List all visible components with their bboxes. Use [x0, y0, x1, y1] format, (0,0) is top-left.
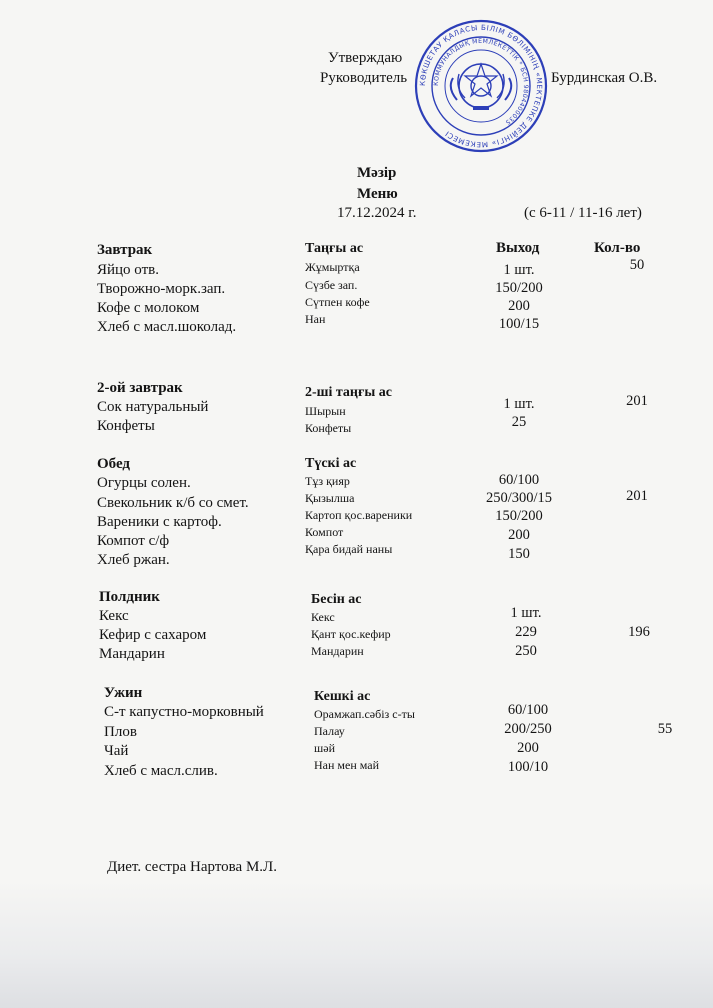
svg-text:КОММУНАЛДЫҚ МЕМЛЕКЕТТІК * БСН: КОММУНАЛДЫҚ МЕМЛЕКЕТТІК * БСН 9804400035: [432, 37, 530, 126]
meal-item-ru: Свекольник к/б со смет.: [97, 495, 249, 511]
meal-qty: 196: [628, 624, 650, 640]
meal-item-ru: Яйцо отв.: [97, 262, 159, 278]
meal-qty: 201: [626, 393, 648, 409]
meal-item-kz: Қызылша: [305, 491, 355, 505]
meal-output: 25: [511, 414, 527, 430]
head-name: Бурдинская О.В.: [551, 70, 658, 86]
meal-output: 1 шт.: [503, 262, 535, 278]
meal-title-kz: Түскі ас: [305, 456, 357, 471]
meal-output: 150/200: [495, 280, 543, 296]
meal-item-kz: Шырын: [305, 404, 346, 418]
meal-item-kz: Қант қос.кефир: [311, 627, 391, 641]
official-seal-icon: [413, 18, 549, 154]
meal-output: 200: [517, 740, 539, 756]
meal-item-ru: Компот с/ф: [97, 533, 170, 549]
meal-item-ru: Чай: [104, 743, 129, 759]
meal-item-kz: Сүтпен кофе: [305, 295, 370, 309]
scan-shading: [0, 880, 713, 1008]
meal-item-ru: Хлеб с масл.слив.: [104, 763, 218, 779]
meal-output: 1 шт.: [503, 396, 535, 412]
meal-title-kz: Кешкі ас: [314, 689, 371, 704]
meal-output: 200: [508, 298, 530, 314]
meal-item-kz: Жұмыртқа: [305, 260, 360, 274]
meal-item-ru: Плов: [104, 724, 137, 740]
meal-item-kz: Мандарин: [311, 644, 364, 658]
meal-output: 250: [515, 643, 537, 659]
meal-qty: 201: [626, 488, 648, 504]
meal-output: 150/200: [495, 508, 543, 524]
menu-title-ru: Меню: [357, 186, 398, 202]
meal-output: 150: [508, 546, 530, 562]
meal-item-ru: Хлеб с масл.шоколад.: [97, 319, 237, 335]
meal-output: 200: [508, 527, 530, 543]
meal-item-ru: Мандарин: [99, 646, 165, 662]
meal-item-kz: Палау: [314, 724, 345, 738]
qty-column-header: Кол-во: [594, 240, 641, 256]
meal-item-ru: Хлеб ржан.: [97, 552, 170, 568]
meal-title-ru: Обед: [97, 456, 131, 472]
meal-item-kz: Нан мен май: [314, 758, 380, 772]
meal-title-ru: Завтрак: [97, 242, 153, 258]
meal-output: 60/100: [498, 472, 540, 488]
meal-output: 250/300/15: [485, 490, 553, 506]
meal-item-ru: Конфеты: [97, 418, 155, 434]
output-column-header: Выход: [496, 240, 540, 256]
meal-item-kz: Компот: [305, 525, 344, 539]
meal-output: 100/15: [498, 316, 540, 332]
meal-output: 60/100: [507, 702, 549, 718]
meal-item-ru: Кекс: [99, 608, 129, 624]
head-label: Руководитель: [320, 70, 408, 86]
meal-item-ru: Кефир с сахаром: [99, 627, 207, 643]
meal-item-ru: Кофе с молоком: [97, 300, 200, 316]
meal-item-kz: Орамжап.сәбіз с-ты: [314, 707, 415, 721]
meal-title-ru: Ужин: [104, 685, 143, 701]
meal-item-ru: Огурцы солен.: [97, 475, 191, 491]
meal-item-kz: шәй: [314, 741, 335, 755]
meal-qty: 50: [629, 257, 645, 273]
meal-qty: 55: [657, 721, 673, 737]
meal-item-ru: С-т капустно-морковный: [104, 704, 264, 720]
meal-item-ru: Сок натуральный: [97, 399, 209, 415]
meal-item-ru: Творожно-морк.зап.: [97, 281, 226, 297]
meal-output: 100/10: [507, 759, 549, 775]
meal-output: 229: [515, 624, 537, 640]
meal-output: 1 шт.: [510, 605, 542, 621]
meal-item-kz: Конфеты: [305, 421, 352, 435]
menu-date: 17.12.2024 г.: [337, 205, 417, 221]
dietitian-signature: Диет. сестра Нартова М.Л.: [107, 859, 277, 875]
meal-item-kz: Тұз қияр: [305, 474, 350, 488]
meal-title-kz: Бесін ас: [311, 592, 362, 607]
age-group: (с 6-11 / 11-16 лет): [524, 205, 642, 221]
meal-title-kz: Таңғы ас: [305, 241, 364, 256]
meal-item-kz: Картоп қос.вареники: [305, 508, 413, 522]
meal-title-ru: 2-ой завтрак: [97, 380, 183, 396]
meal-title-kz: 2-ші таңғы ас: [305, 385, 392, 400]
meal-item-ru: Вареники с картоф.: [97, 514, 222, 530]
meal-item-kz: Нан: [305, 312, 326, 326]
meal-item-kz: Кекс: [311, 610, 335, 624]
meal-item-kz: Сүзбе зап.: [305, 278, 358, 292]
approve-label: Утверждаю: [328, 50, 403, 66]
meal-title-ru: Полдник: [99, 589, 160, 605]
menu-title-kz: Мәзір: [357, 165, 397, 181]
svg-text:КӨКШЕТАУ ҚАЛАСЫ БІЛІМ БӨЛІМІНІ: КӨКШЕТАУ ҚАЛАСЫ БІЛІМ БӨЛІМІНІҢ «МЕКТЕПКЕ ДЕЙІНГІ» МЕКЕМЕСІ: [417, 22, 545, 150]
meal-output: 200/250: [504, 721, 552, 737]
meal-item-kz: Қара бидай наны: [305, 542, 393, 556]
